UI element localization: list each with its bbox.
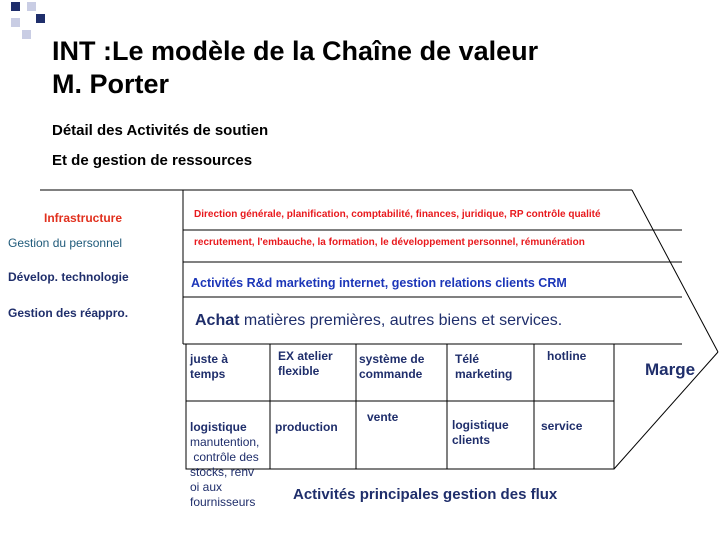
cell-logistique-clients-l2: clients: [452, 433, 491, 447]
row-achat-bold: Achat: [195, 312, 240, 329]
label-gestion-reappro: Gestion des réappro.: [8, 306, 129, 320]
subtitle-line-1: Détail des Activités de soutien: [52, 122, 269, 139]
cell-tele-marketing-l1: Télé: [455, 352, 480, 366]
cell-juste-a-temps-l2: temps: [190, 367, 226, 381]
cell-ex-atelier: [278, 349, 333, 379]
cell-service: service: [541, 419, 583, 433]
cell-juste-a-temps: [190, 352, 228, 382]
row-infrastructure-text: Direction générale, planification, comptabilité, finances, juridique, RP contrôle qualité: [194, 209, 601, 220]
subtitle-line-2: Et de gestion de ressources: [52, 152, 253, 169]
cell-tele-marketing-l2: marketing: [455, 367, 513, 381]
cell-logistique-body-5: fournisseurs: [190, 495, 256, 509]
cell-systeme-commande-l2: commande: [359, 367, 423, 381]
cell-logistique-head: logistique: [190, 420, 247, 434]
cell-logistique-body-4: oi aux: [190, 480, 223, 494]
page-title-line-2: M. Porter: [52, 69, 170, 99]
cell-juste-a-temps-l1: juste à: [190, 352, 229, 366]
cell-logistique-clients-l1: logistique: [452, 418, 509, 432]
cell-ex-atelier-l1: EX atelier: [278, 349, 333, 363]
row-technologie-text: Activités R&d marketing internet, gestion relations clients CRM: [191, 276, 567, 290]
primary-activities-caption: Activités principales gestion des flux: [293, 486, 558, 503]
cell-logistique-body-3: stocks, renv: [190, 465, 255, 479]
label-gestion-personnel: Gestion du personnel: [8, 236, 123, 250]
cell-logistique-body-2: contrôle des: [190, 450, 259, 464]
marge-arrow-upper: [632, 190, 718, 352]
cell-systeme-commande: [359, 352, 424, 382]
marge-label: Marge: [645, 360, 696, 379]
row-achat: [195, 312, 562, 330]
cell-production: production: [275, 420, 338, 434]
cell-systeme-commande-l1: système de: [359, 352, 425, 366]
cell-hotline: hotline: [547, 349, 587, 363]
cell-logistique-body-1: manutention,: [190, 435, 260, 449]
cell-logistique-entrante: [190, 420, 259, 510]
row-achat-rest: matières premières, autres biens et services.: [239, 312, 563, 329]
label-infrastructure: Infrastructure: [44, 211, 123, 225]
cell-vente: vente: [367, 410, 399, 424]
label-developpement-technologie: Dévelop. technologie: [8, 270, 129, 284]
cell-ex-atelier-l2: flexible: [278, 364, 320, 378]
cell-logistique-clients: [452, 418, 509, 448]
page-title-line-1: INT :Le modèle de la Chaîne de valeur: [52, 36, 539, 66]
cell-tele-marketing: [455, 352, 512, 382]
row-personnel-text: recrutement, l'embauche, la formation, le développement personnel, rémunération: [194, 237, 585, 248]
